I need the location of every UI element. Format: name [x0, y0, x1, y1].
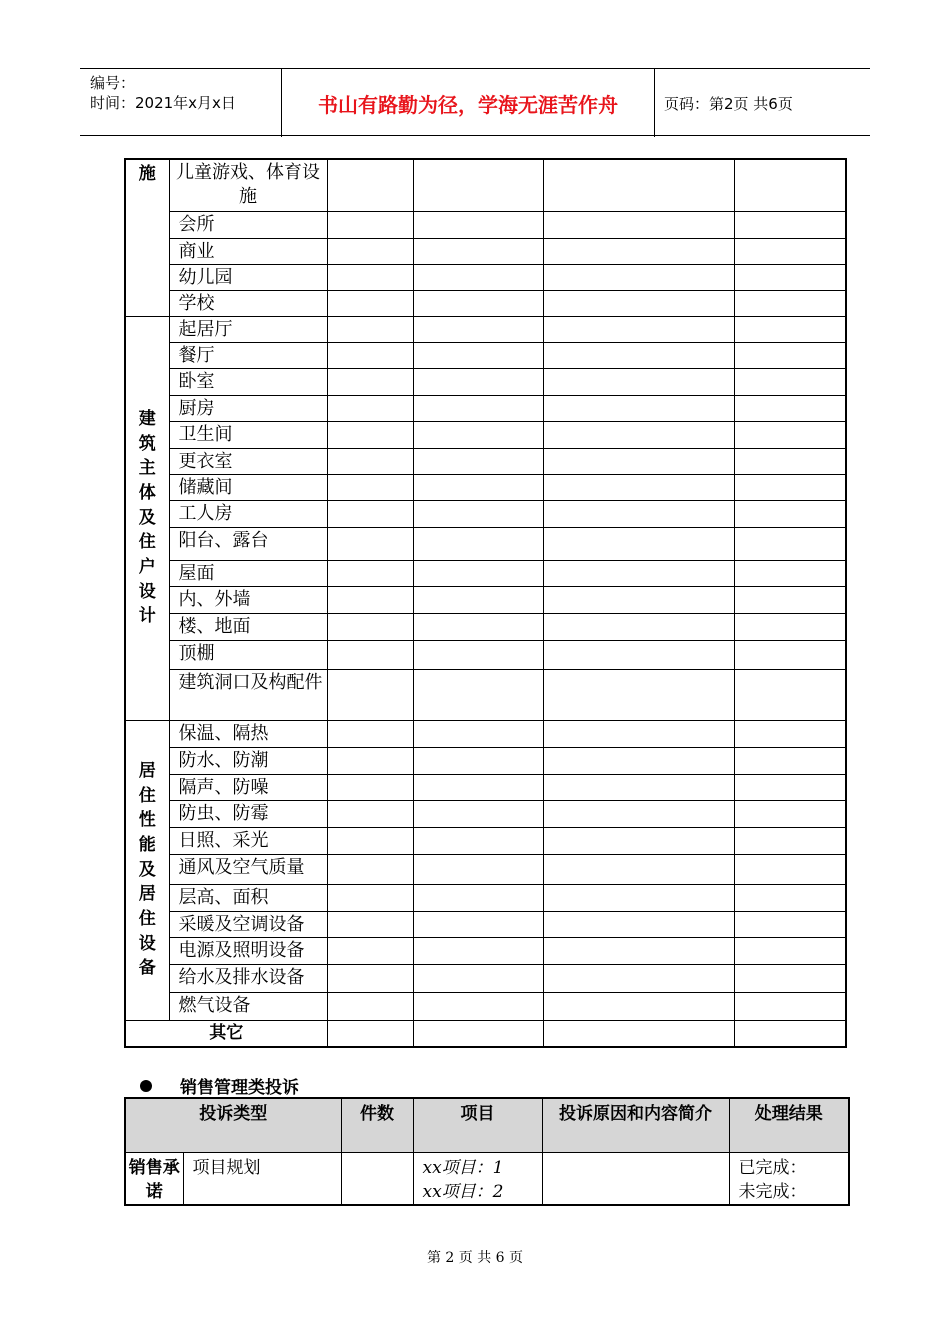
empty-cell [413, 448, 543, 474]
empty-cell [543, 421, 734, 448]
empty-cell [327, 560, 413, 586]
empty-cell [734, 1020, 846, 1047]
empty-cell [413, 720, 543, 747]
table-row [125, 669, 846, 720]
table-row [125, 527, 846, 560]
category-char: 及 [138, 507, 156, 528]
empty-cell [327, 800, 413, 827]
empty-cell [327, 368, 413, 395]
result-line: 已完成： [738, 1157, 807, 1178]
empty-cell [413, 854, 543, 884]
empty-cell [327, 747, 413, 774]
empty-cell [734, 316, 846, 342]
empty-cell [413, 774, 543, 800]
table-row [125, 774, 846, 800]
header-count: 件数 [341, 1098, 413, 1152]
sales-type: 项目规划 [183, 1152, 341, 1205]
table-row [125, 448, 846, 474]
item-label: 厨房 [169, 395, 327, 421]
empty-cell [734, 500, 846, 527]
empty-cell [734, 421, 846, 448]
table-row [125, 884, 846, 911]
category-char: 住 [138, 909, 156, 930]
item-label: 楼、地面 [169, 613, 327, 640]
empty-cell [734, 911, 846, 937]
empty-cell [543, 560, 734, 586]
category-char: 施 [138, 164, 156, 184]
category-char: 住 [138, 532, 156, 553]
table-row [125, 421, 846, 448]
category-char: 居 [138, 884, 156, 905]
item-label: 工人房 [169, 500, 327, 527]
sales-category: 销售承诺 [125, 1152, 183, 1205]
category-char: 计 [138, 606, 156, 627]
sales-header-row [125, 1098, 849, 1152]
table-row [125, 368, 846, 395]
table-row [125, 159, 846, 211]
empty-cell [734, 290, 846, 316]
sales-reason [542, 1152, 729, 1205]
category-text [139, 407, 156, 629]
item-label: 防水、防潮 [169, 747, 327, 774]
empty-cell [327, 774, 413, 800]
item-label: 燃气设备 [169, 992, 327, 1020]
empty-cell [734, 211, 846, 238]
empty-cell [543, 290, 734, 316]
empty-cell [543, 474, 734, 500]
empty-cell [543, 964, 734, 992]
empty-cell [327, 854, 413, 884]
table-row [125, 211, 846, 238]
sales-section-heading [140, 1073, 299, 1098]
empty-cell [734, 964, 846, 992]
item-label: 商业 [169, 238, 327, 264]
empty-cell [413, 342, 543, 368]
table-row [125, 500, 846, 527]
category-text [139, 759, 156, 981]
empty-cell [327, 421, 413, 448]
empty-cell [327, 238, 413, 264]
item-label: 会所 [169, 211, 327, 238]
category-label [125, 316, 169, 720]
table-row [125, 800, 846, 827]
category-char: 主 [138, 458, 156, 479]
empty-cell [413, 421, 543, 448]
empty-cell [413, 211, 543, 238]
empty-cell [327, 1020, 413, 1047]
header-complaint-type: 投诉类型 [125, 1098, 341, 1152]
category-char: 住 [138, 785, 156, 806]
empty-cell [734, 800, 846, 827]
empty-cell [734, 884, 846, 911]
empty-cell [413, 290, 543, 316]
empty-cell [413, 964, 543, 992]
empty-cell [543, 747, 734, 774]
empty-cell [734, 238, 846, 264]
header-reason: 投诉原因和内容简介 [542, 1098, 729, 1152]
table-row [125, 586, 846, 613]
empty-cell [327, 527, 413, 560]
empty-cell [327, 992, 413, 1020]
category-char: 户 [138, 557, 156, 578]
empty-cell [734, 527, 846, 560]
empty-cell [543, 448, 734, 474]
empty-cell [327, 586, 413, 613]
page-footer: 第 2 页 共 6 页 [426, 1250, 524, 1266]
empty-cell [734, 395, 846, 421]
table-row [125, 264, 846, 290]
empty-cell [734, 586, 846, 613]
table-row [125, 238, 846, 264]
empty-cell [543, 827, 734, 854]
empty-cell [327, 884, 413, 911]
empty-cell [543, 992, 734, 1020]
sales-section-title: 销售管理类投诉 [180, 1078, 299, 1098]
category-char: 建 [138, 408, 156, 429]
empty-cell [413, 395, 543, 421]
item-label: 储藏间 [169, 474, 327, 500]
empty-cell [327, 316, 413, 342]
empty-cell [413, 613, 543, 640]
empty-cell [413, 527, 543, 560]
category-char: 体 [138, 482, 156, 503]
empty-cell [413, 560, 543, 586]
empty-cell [327, 159, 413, 211]
empty-cell [327, 474, 413, 500]
empty-cell [734, 669, 846, 720]
empty-cell [327, 911, 413, 937]
empty-cell [734, 264, 846, 290]
empty-cell [543, 937, 734, 964]
empty-cell [734, 747, 846, 774]
header-meta [90, 73, 236, 113]
empty-cell [734, 827, 846, 854]
item-label: 卫生间 [169, 421, 327, 448]
item-label: 内、外墙 [169, 586, 327, 613]
page-number-label: 页码：第2页 共6页 [664, 94, 793, 113]
bullet-icon [140, 1080, 152, 1092]
item-label: 采暖及空调设备 [169, 911, 327, 937]
category-label [125, 159, 169, 316]
empty-cell [543, 395, 734, 421]
empty-cell [327, 290, 413, 316]
category-char: 设 [138, 933, 156, 954]
empty-cell [327, 669, 413, 720]
table-row [125, 992, 846, 1020]
empty-cell [327, 937, 413, 964]
item-label: 学校 [169, 290, 327, 316]
empty-cell [543, 720, 734, 747]
category-char: 设 [138, 581, 156, 602]
empty-cell [543, 586, 734, 613]
empty-cell [413, 992, 543, 1020]
empty-cell [327, 395, 413, 421]
empty-cell [734, 342, 846, 368]
empty-cell [327, 613, 413, 640]
empty-cell [413, 1020, 543, 1047]
empty-cell [734, 992, 846, 1020]
empty-cell [543, 500, 734, 527]
empty-cell [734, 640, 846, 669]
complaint-category-table [124, 158, 847, 1048]
table-row [125, 937, 846, 964]
empty-cell [413, 500, 543, 527]
time-label: 时间：2021年x月x日 [90, 94, 236, 112]
sales-result [729, 1152, 849, 1205]
table-row [125, 316, 846, 342]
empty-cell [327, 640, 413, 669]
item-label: 防虫、防霉 [169, 800, 327, 827]
table-row [125, 827, 846, 854]
empty-cell [543, 211, 734, 238]
project-line: xx项目：2 [422, 1181, 504, 1202]
sales-count [341, 1152, 413, 1205]
header-divider [654, 69, 655, 137]
item-label: 儿童游戏、体育设施 [169, 159, 327, 211]
category-char: 居 [138, 760, 156, 781]
item-label: 层高、面积 [169, 884, 327, 911]
empty-cell [327, 500, 413, 527]
number-label: 编号： [90, 74, 136, 92]
empty-cell [734, 560, 846, 586]
table-row [125, 640, 846, 669]
empty-cell [413, 368, 543, 395]
empty-cell [413, 669, 543, 720]
empty-cell [543, 316, 734, 342]
table-row [125, 720, 846, 747]
item-label: 阳台、露台 [169, 527, 327, 560]
item-label: 起居厅 [169, 316, 327, 342]
empty-cell [734, 937, 846, 964]
empty-cell [543, 884, 734, 911]
other-label: 其它 [125, 1020, 327, 1047]
table-row [125, 911, 846, 937]
empty-cell [543, 1020, 734, 1047]
table-row [125, 747, 846, 774]
sales-projects [413, 1152, 542, 1205]
empty-cell [734, 159, 846, 211]
table-row [125, 1020, 846, 1047]
empty-cell [327, 964, 413, 992]
header-project: 项目 [413, 1098, 542, 1152]
table-row [125, 1152, 849, 1205]
empty-cell [413, 640, 543, 669]
empty-cell [543, 854, 734, 884]
header-motto: 书山有路勤为径，学海无涯苦作舟 [318, 92, 618, 117]
project-line: xx项目：1 [422, 1157, 504, 1178]
category-char: 备 [138, 958, 156, 979]
empty-cell [413, 747, 543, 774]
empty-cell [327, 264, 413, 290]
table-row [125, 474, 846, 500]
sales-complaint-table [124, 1097, 850, 1206]
empty-cell [543, 640, 734, 669]
empty-cell [413, 238, 543, 264]
empty-cell [413, 586, 543, 613]
empty-cell [734, 613, 846, 640]
empty-cell [413, 937, 543, 964]
empty-cell [734, 448, 846, 474]
empty-cell [327, 827, 413, 854]
item-label: 给水及排水设备 [169, 964, 327, 992]
category-text [139, 162, 156, 187]
empty-cell [413, 827, 543, 854]
empty-cell [543, 613, 734, 640]
item-label: 保温、隔热 [169, 720, 327, 747]
empty-cell [734, 774, 846, 800]
item-label: 建筑洞口及构配件 [169, 669, 327, 720]
empty-cell [413, 264, 543, 290]
empty-cell [543, 368, 734, 395]
item-label: 屋面 [169, 560, 327, 586]
category-char: 性 [138, 810, 156, 831]
empty-cell [413, 316, 543, 342]
item-label: 更衣室 [169, 448, 327, 474]
table-row [125, 290, 846, 316]
empty-cell [543, 800, 734, 827]
empty-cell [413, 884, 543, 911]
item-label: 电源及照明设备 [169, 937, 327, 964]
empty-cell [543, 774, 734, 800]
empty-cell [543, 159, 734, 211]
table-row [125, 342, 846, 368]
item-label: 通风及空气质量 [169, 854, 327, 884]
empty-cell [543, 264, 734, 290]
empty-cell [734, 720, 846, 747]
empty-cell [413, 911, 543, 937]
empty-cell [327, 720, 413, 747]
category-char: 能 [138, 834, 156, 855]
empty-cell [734, 854, 846, 884]
empty-cell [327, 342, 413, 368]
item-label: 顶棚 [169, 640, 327, 669]
empty-cell [543, 527, 734, 560]
empty-cell [734, 368, 846, 395]
category-char: 筑 [138, 433, 156, 454]
item-label: 日照、采光 [169, 827, 327, 854]
item-label: 卧室 [169, 368, 327, 395]
table-row [125, 964, 846, 992]
empty-cell [327, 211, 413, 238]
empty-cell [413, 159, 543, 211]
empty-cell [543, 342, 734, 368]
empty-cell [734, 474, 846, 500]
category-char: 及 [138, 859, 156, 880]
empty-cell [543, 238, 734, 264]
page-header [80, 68, 870, 136]
empty-cell [543, 911, 734, 937]
item-label: 隔声、防噪 [169, 774, 327, 800]
empty-cell [413, 474, 543, 500]
category-label [125, 720, 169, 1020]
table-row [125, 395, 846, 421]
header-result: 处理结果 [729, 1098, 849, 1152]
item-label: 餐厅 [169, 342, 327, 368]
empty-cell [413, 800, 543, 827]
table-row [125, 613, 846, 640]
empty-cell [327, 448, 413, 474]
result-line: 未完成： [738, 1181, 807, 1202]
item-label: 幼儿园 [169, 264, 327, 290]
empty-cell [543, 669, 734, 720]
table-row [125, 560, 846, 586]
table-row [125, 854, 846, 884]
